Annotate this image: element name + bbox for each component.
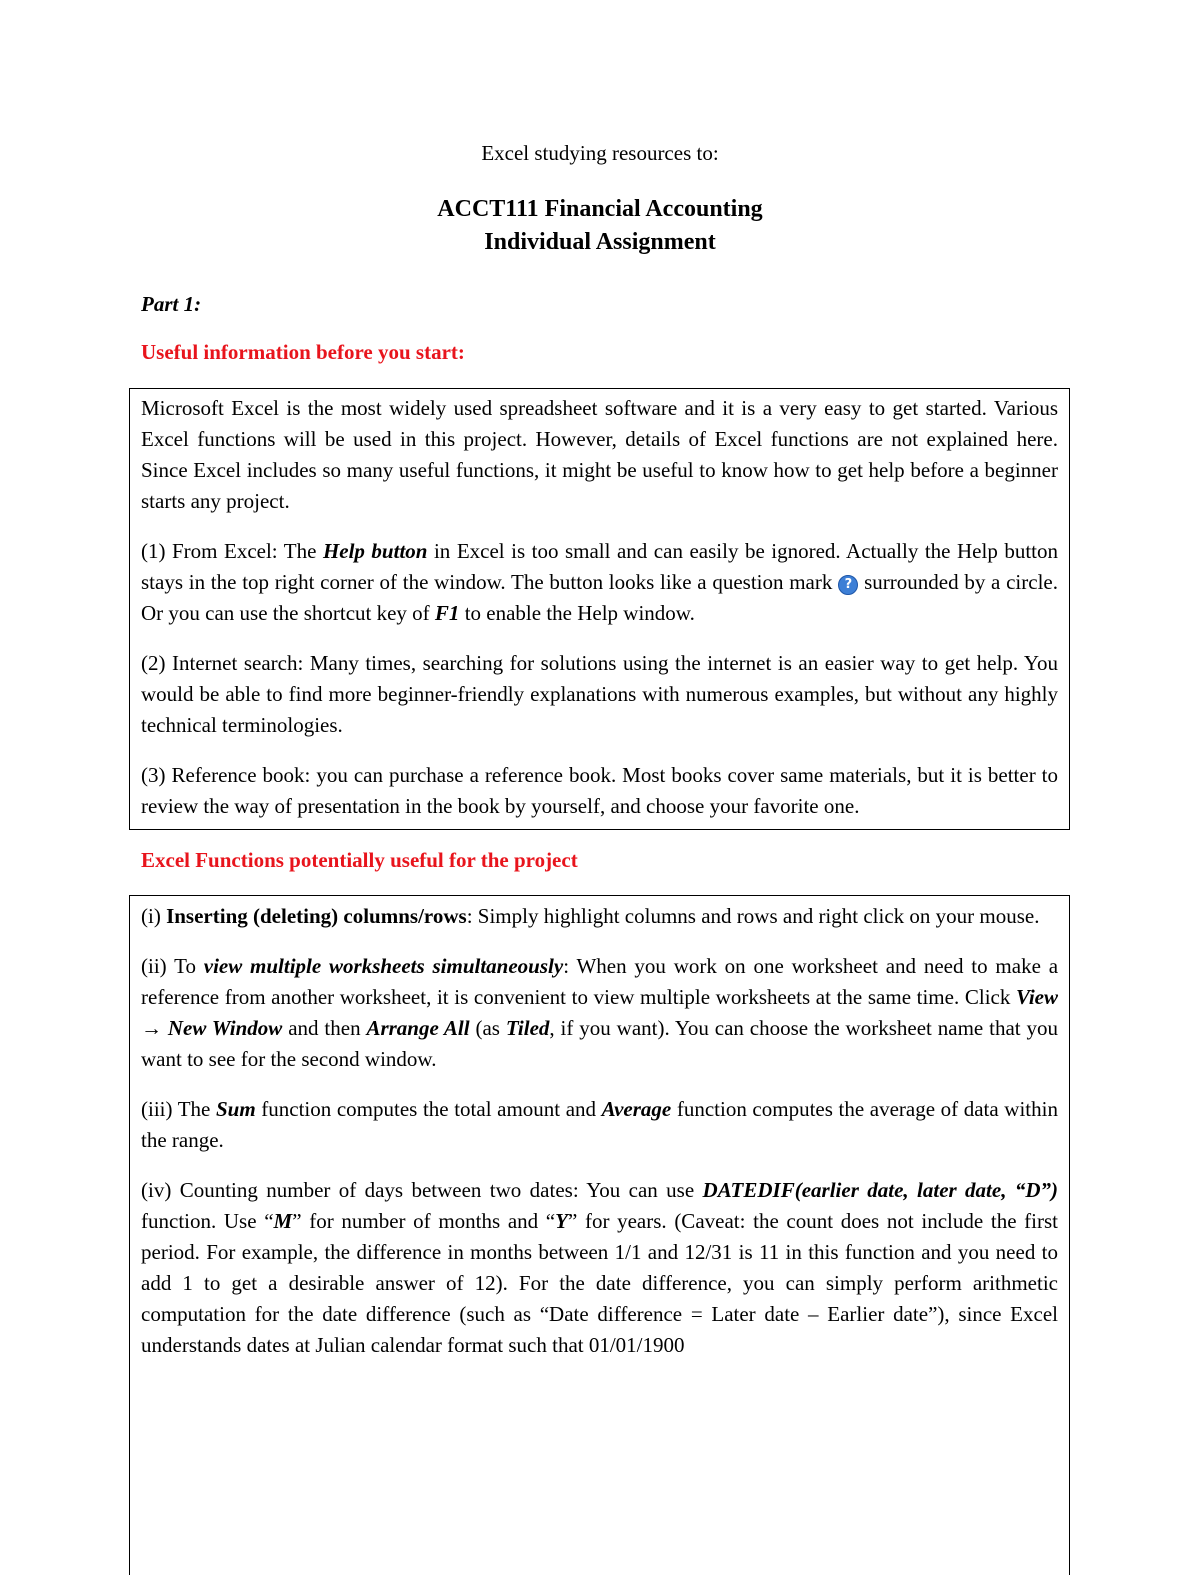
function-item-insert-delete: (i) Inserting (deleting) columns/rows: Simply highlight columns and rows and right click on your mouse.	[141, 904, 1040, 928]
function-item-multiple-worksheets: (ii) To view multiple worksheets simultaneously: When you work on one worksheet and need to make a reference from another worksheet, it is convenient to view multiple worksheets at the same time. Click View → New Window and then Arrange All (as Tiled, if you want). You can choose the worksheet name that you want to see for the second window.	[141, 954, 1059, 1071]
useful-info-box	[129, 388, 1070, 830]
function-item-datedif: (iv) Counting number of days between two dates: You can use DATEDIF(earlier date, later date, “D”) function. Use “M” for number of months and “Y” for years. (Caveat: the count does not include the first period. For example, the difference in months between 1/1 and 12/31 is 11 in this function and you need to add 1 to get a desirable answer of 12). For the date difference, you can simply perform arithmetic computation for the date difference (such as “Date difference = Later date – Earlier date”), since Excel understands dates at Julian calendar format such that 01/01/1900	[141, 1178, 1059, 1357]
part-label: Part 1:	[141, 292, 202, 316]
document-title-line-2: Individual Assignment	[484, 229, 716, 255]
help-button-term: Help button	[322, 539, 428, 563]
function-item-sum-average: (iii) The Sum function computes the total amount and Average function computes the average of data within the range.	[141, 1097, 1058, 1152]
insert-delete-term: Inserting (deleting) columns/rows	[166, 904, 467, 928]
help-item-reference-book: (3) Reference book: you can purchase a reference book. Most books cover same materials, but it is better to review the way of presentation in the book by yourself, and choose your favorite one.	[141, 763, 1058, 818]
help-question-icon: ?	[838, 575, 858, 595]
section-heading-useful-info: Useful information before you start:	[141, 340, 465, 364]
section-heading-excel-functions: Excel Functions potentially useful for the project	[141, 848, 578, 872]
excel-functions-box	[129, 895, 1070, 1575]
help-item-excel: (1) From Excel: The Help button in Excel is too small and can easily be ignored. Actually the Help button stays in the top right corner of the window. The button looks like a question mark ? surrounded by a circle. Or you can use the shortcut key of F1 to enable the Help window.	[141, 539, 1058, 625]
document-subtitle: Excel studying resources to:	[481, 141, 719, 165]
document-title-line-1: ACCT111 Financial Accounting	[437, 196, 763, 222]
help-item-internet: (2) Internet search: Many times, searching for solutions using the internet is an easier way to get help. You would be able to find more beginner-friendly explanations with numerous examples, but without any highly technical terminologies.	[141, 651, 1058, 737]
intro-paragraph: Microsoft Excel is the most widely used spreadsheet software and it is a very easy to get started. Various Excel functions will be used in this project. However, details of Excel functions are not explained here. Since Excel includes so many useful functions, it might be useful to know how to get help before a beginner starts any project.	[141, 396, 1058, 513]
f1-key-term: F1	[434, 601, 460, 625]
